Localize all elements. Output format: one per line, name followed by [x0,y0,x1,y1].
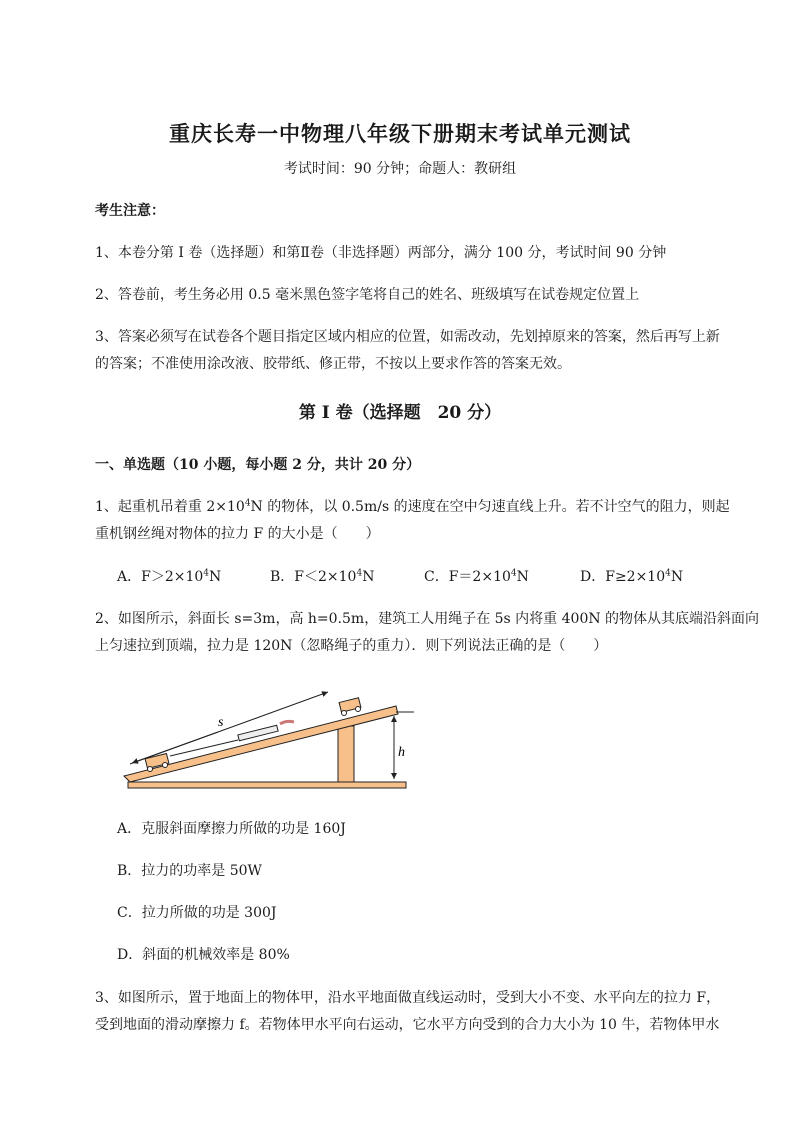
q3-stem-line2: 受到地面的滑动摩擦力 f。若物体甲水平向右运动，它水平方向受到的合力大小为 10 牛，若物体甲水 [95,1017,720,1033]
notice-item-2: 2、答卷前，考生务必用 0.5 毫米黑色签字笔将自己的姓名、班级填写在试卷规定位置上 [95,287,640,303]
q3-stem-line1: 3、如图所示，置于地面上的物体甲，沿水平地面做直线运动时，受到大小不变、水平向左的拉力 F， [95,990,721,1006]
ground-plank [128,782,406,788]
exam-subtitle: 考试时间：90 分钟；命题人：教研组 [283,161,517,177]
page-title: 重庆长寿一中物理八年级下册期末考试单元测试 [169,121,631,146]
incline-plank [124,706,398,782]
q1-stem-exp: 4 [244,498,251,509]
notice-item-3-cont: 的答案；不准使用涂改液、胶带纸、修正带，不按以上要求作答的答案无效。 [95,356,571,372]
notice-item-3: 3、答案必须写在试卷各个题目指定区域内相应的位置，如需改动，先划掉原来的答案，然后再写上新 [95,329,720,345]
hand [280,721,294,724]
part-heading: 一、单选题（10 小题，每小题 2 分，共计 20 分） [95,457,421,473]
section-title: 第 I 卷（选择题 20 分） [298,403,502,423]
incline-figure [118,678,418,802]
s-label: s [218,715,224,730]
q1-option-d: D．$F\ge 2\times 10^4N$ [580,568,684,585]
q2-stem-line1: 2、如图所示，斜面长 s=3m，高 h=0.5m，建筑工人用绳子在 5s 内将重 400N 的物体从其底端沿斜面向 [95,611,760,627]
q2-stem-line2: 上匀速拉到顶端，拉力是 120N（忽略绳子的重力）．则下列说法正确的是（ ） [95,638,608,654]
incline-diagram [118,678,418,798]
q1-stem-line2: 重机钢丝绳对物体的拉力 F 的大小是（ ） [95,526,380,542]
q2-option-d: D．斜面的机械效率是 80% [117,947,290,963]
q1-option-c: C．$F=2\times 10^4N$ [424,568,529,585]
notice-item-1: 1、本卷分第 I 卷（选择题）和第Ⅱ卷（非选择题）两部分，满分 100 分，考试时间 90 分钟 [95,245,667,261]
q2-option-b: B．拉力的功率是 50W [117,863,262,879]
q1-stem-post: N 的物体，以 0.5m/s 的速度在空中匀速直线上升。若不计空气的阻力，则起 [250,499,730,515]
q1-option-b: B．$F<2\times 10^4N$ [270,568,375,585]
q2-option-c: C．拉力所做的功是 300J [117,905,277,921]
support-post [338,726,354,782]
q1-stem-line1 [95,494,730,521]
q1-stem-pre: 1、起重机吊着重 2×10 [95,499,245,515]
cart-top [339,698,361,716]
q1-option-a: A．$F>2\times 10^4N$ [117,568,222,585]
h-label: h [398,745,405,760]
q2-option-a: A．克服斜面摩擦力所做的功是 160J [117,821,346,837]
notice-heading: 考生注意： [95,203,165,219]
